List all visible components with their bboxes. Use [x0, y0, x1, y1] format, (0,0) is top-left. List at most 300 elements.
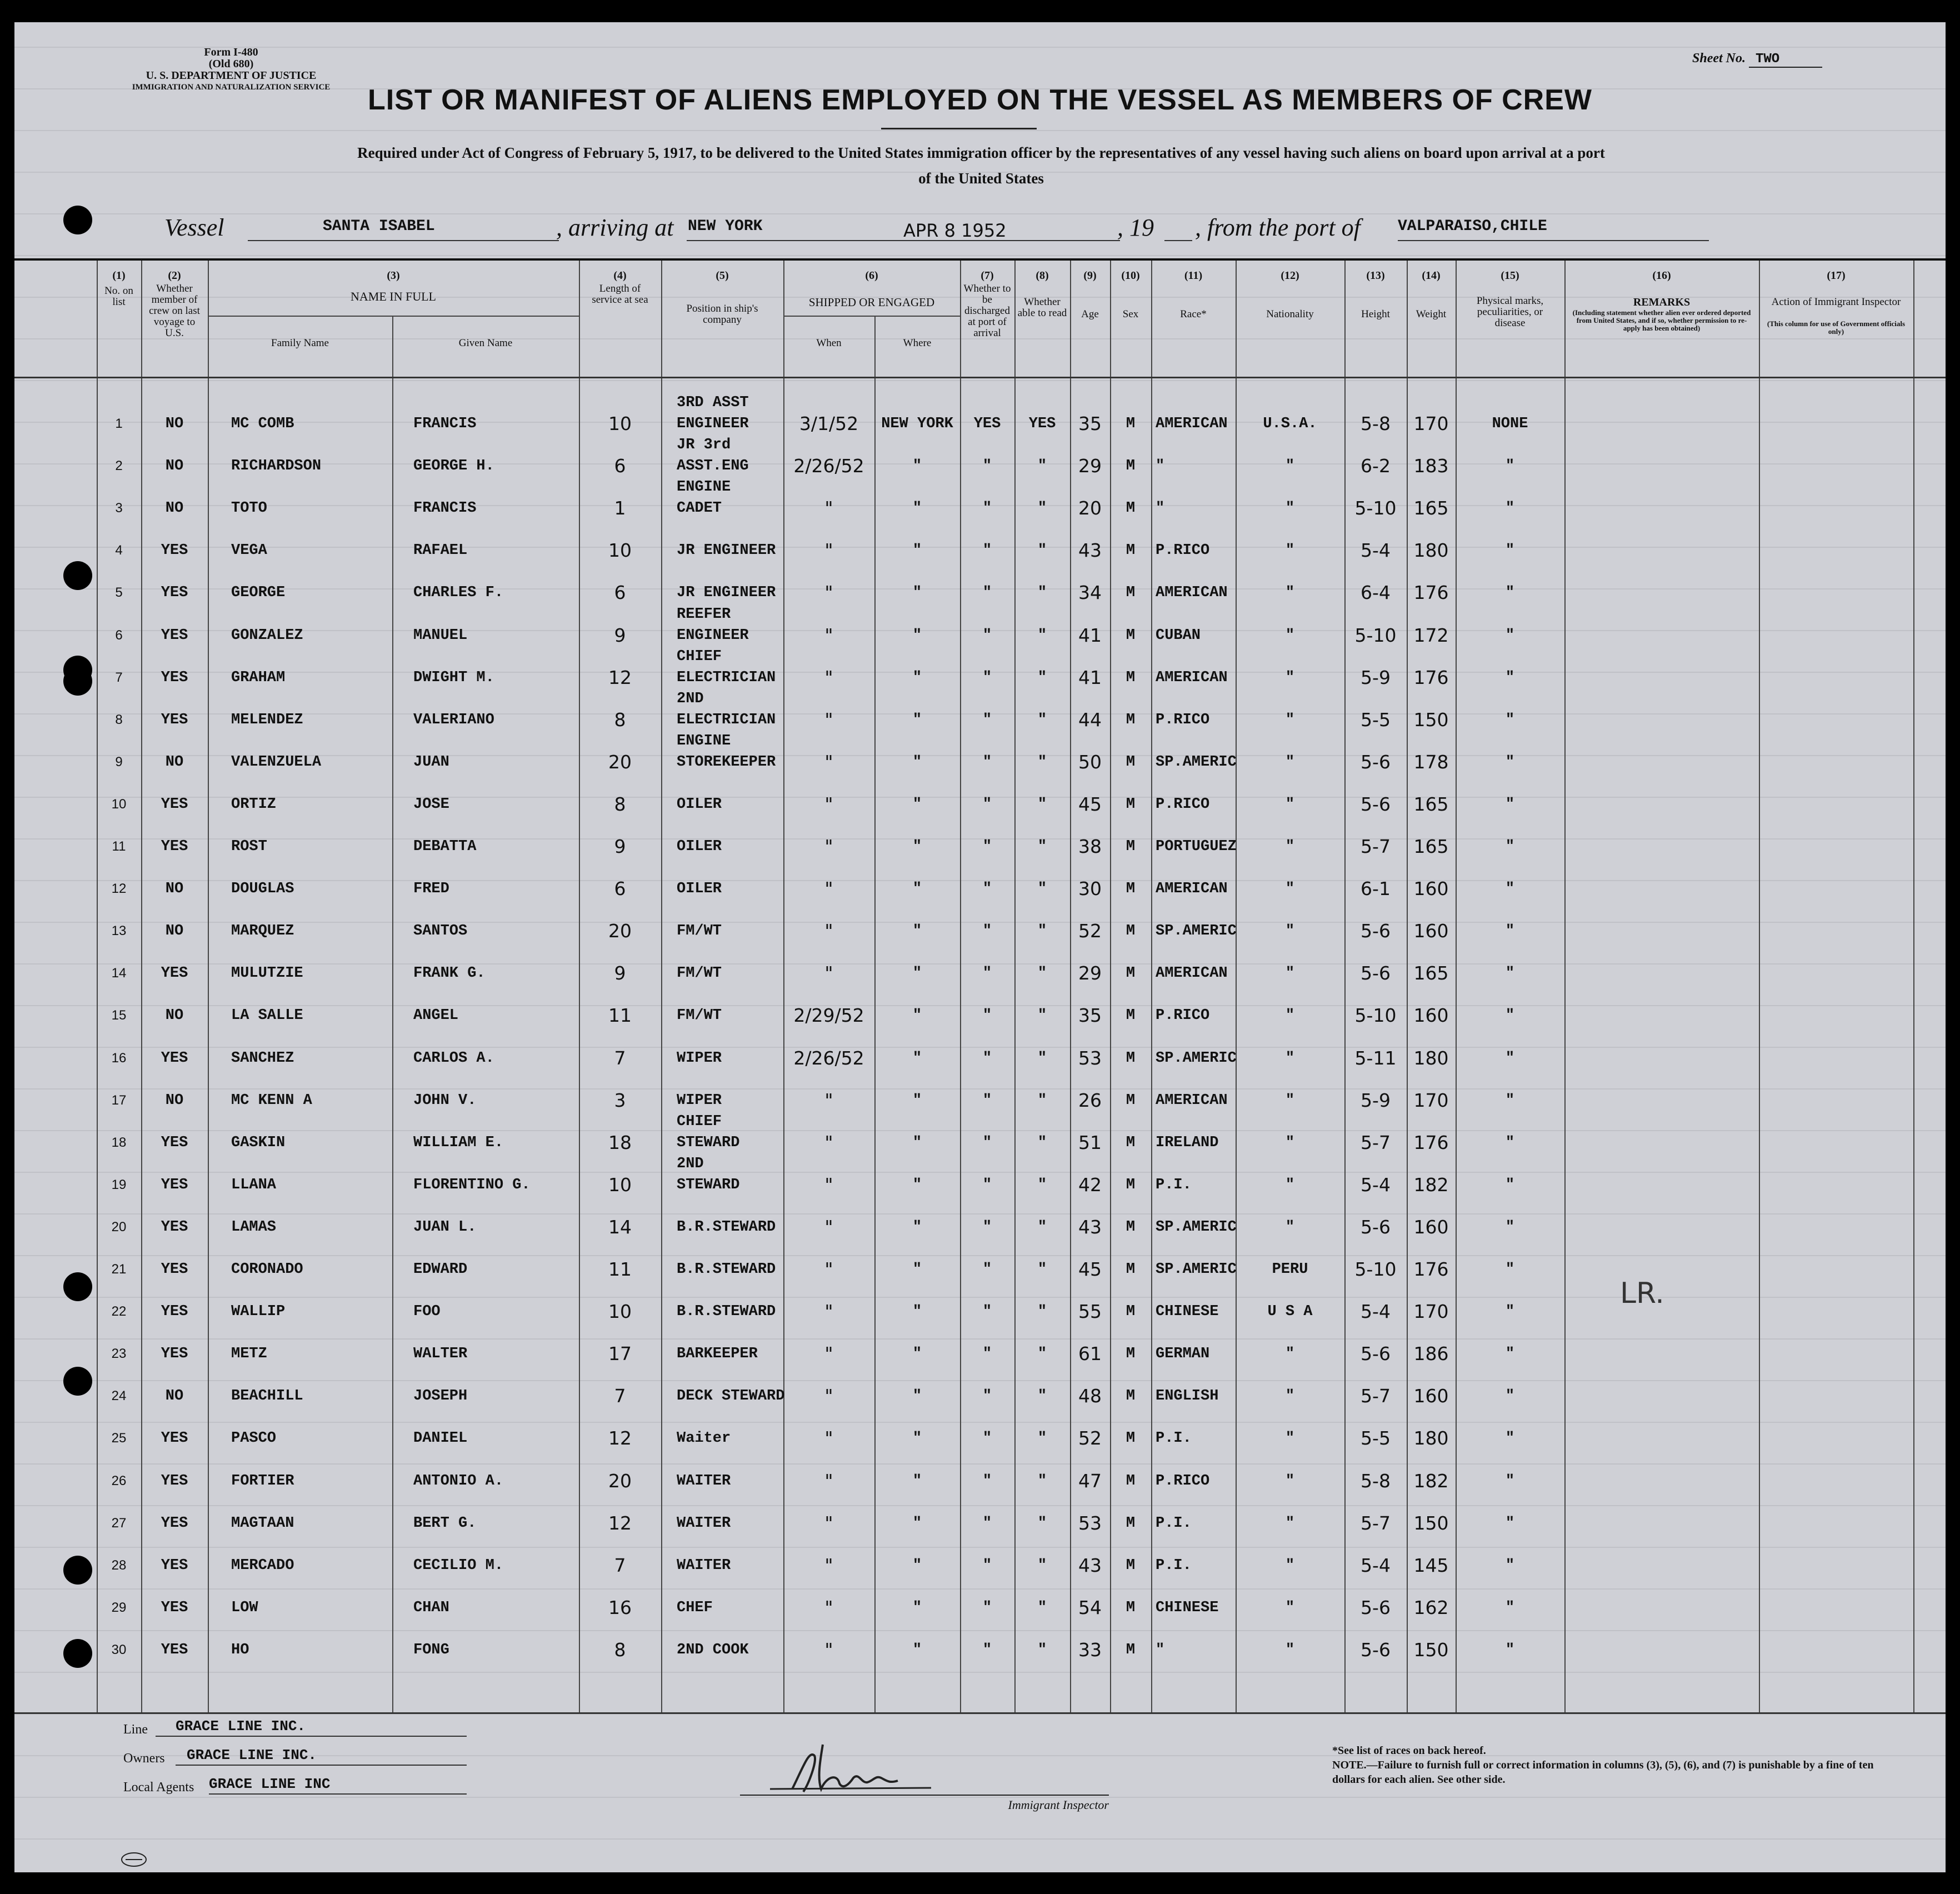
- position-line1: ENGINE: [677, 479, 731, 496]
- able-to-read: ": [1037, 965, 1047, 982]
- shipped-where: ": [912, 458, 922, 475]
- sex: M: [1126, 416, 1136, 432]
- sex: M: [1126, 753, 1136, 771]
- nationality: ": [1285, 1641, 1295, 1658]
- shipped-where: ": [912, 1599, 922, 1616]
- shipped-when: ": [824, 1343, 833, 1365]
- nationality: ": [1285, 1599, 1295, 1616]
- shipped-when: ": [824, 920, 833, 942]
- physical-marks: ": [1505, 1346, 1515, 1363]
- discharged: ": [982, 584, 992, 602]
- year-label: , 19: [1117, 214, 1154, 241]
- family-name: TOTO: [231, 500, 267, 517]
- shipped-when: ": [824, 962, 833, 985]
- physical-marks: ": [1505, 753, 1515, 771]
- position: JR ENGINEER: [677, 584, 776, 602]
- age: 41: [1078, 666, 1102, 688]
- race: ": [1156, 458, 1165, 475]
- binder-hole: [63, 1272, 92, 1301]
- shipped-when: ": [824, 1089, 833, 1111]
- printer-mark: [120, 1851, 148, 1870]
- race: CHINESE: [1156, 1599, 1219, 1616]
- race: AMERICAN: [1156, 584, 1228, 602]
- weight: 182: [1413, 1470, 1449, 1492]
- given-name: WILLIAM E.: [413, 1134, 504, 1151]
- family-name: LA SALLE: [231, 1007, 303, 1025]
- last-voyage: NO: [165, 1007, 184, 1025]
- position: OILER: [677, 881, 722, 898]
- shipped-where: ": [912, 838, 922, 855]
- shipped-when: ": [824, 666, 833, 688]
- vessel-name: SANTA ISABEL: [323, 218, 435, 235]
- nationality: ": [1285, 1050, 1295, 1067]
- weight: 160: [1413, 920, 1449, 942]
- family-name: SANCHEZ: [231, 1050, 294, 1067]
- sex: M: [1126, 1346, 1136, 1363]
- weight: 165: [1413, 836, 1449, 857]
- last-voyage: YES: [161, 1515, 188, 1532]
- family-name: METZ: [231, 1346, 267, 1363]
- col-header-remarks: REMARKS: [1633, 296, 1691, 308]
- sex: M: [1126, 1050, 1136, 1067]
- shipped-where: ": [912, 711, 922, 728]
- race: IRELAND: [1156, 1134, 1219, 1151]
- race: CUBAN: [1156, 627, 1201, 644]
- last-voyage: NO: [165, 923, 184, 940]
- given-name: FRANCIS: [413, 500, 477, 517]
- family-name: MARQUEZ: [231, 923, 294, 940]
- physical-marks: ": [1505, 838, 1515, 855]
- binder-hole: [63, 561, 92, 590]
- sex: M: [1126, 1134, 1136, 1151]
- row-number: 25: [111, 1431, 127, 1446]
- able-to-read: ": [1037, 669, 1047, 686]
- binder-hole: [63, 667, 92, 696]
- row-number: 16: [111, 1050, 127, 1066]
- physical-marks: ": [1505, 1303, 1515, 1321]
- last-voyage: YES: [161, 1176, 188, 1193]
- height: 5-5: [1361, 1427, 1391, 1450]
- sex: M: [1126, 669, 1136, 686]
- row-number: 30: [111, 1642, 127, 1657]
- age: 45: [1078, 1258, 1102, 1280]
- col-header-last-voyage: Whether member of crew on last voyage to U.S.: [149, 283, 200, 339]
- age: 20: [1078, 497, 1102, 519]
- nationality: ": [1285, 1472, 1295, 1490]
- weight: 180: [1413, 539, 1449, 562]
- weight: 180: [1413, 1047, 1449, 1069]
- shipped-where: ": [912, 1430, 922, 1447]
- physical-marks: NONE: [1492, 416, 1528, 432]
- shipped-when: ": [824, 1216, 833, 1238]
- age: 42: [1078, 1173, 1102, 1196]
- sex: M: [1126, 1303, 1136, 1321]
- shipped-where: ": [912, 1557, 922, 1574]
- nationality: PERU: [1272, 1261, 1308, 1278]
- col-header-height: Height: [1361, 308, 1390, 320]
- weight: 162: [1413, 1596, 1449, 1618]
- shipped-when: ": [824, 1173, 833, 1196]
- age: 53: [1078, 1512, 1102, 1534]
- shipped-when: ": [824, 1427, 833, 1450]
- given-name: WALTER: [413, 1346, 468, 1363]
- row-number: 9: [115, 754, 123, 769]
- discharged: ": [982, 1515, 992, 1532]
- family-name: DOUGLAS: [231, 881, 294, 898]
- discharged: ": [982, 500, 992, 517]
- physical-marks: ": [1505, 1050, 1515, 1067]
- sex: M: [1126, 1007, 1136, 1025]
- form-identifier: Form I-480 (Old 680) U. S. DEPARTMENT OF JUSTICE IMMIGRATION AND NATURALIZATION SERVICE: [132, 46, 331, 92]
- discharged: ": [982, 1599, 992, 1616]
- position: 2ND COOK: [677, 1641, 749, 1658]
- age: 51: [1078, 1131, 1102, 1153]
- last-voyage: YES: [161, 1641, 188, 1658]
- row-number: 17: [111, 1092, 127, 1108]
- able-to-read: ": [1037, 838, 1047, 855]
- shipped-where: ": [912, 1472, 922, 1490]
- nationality: ": [1285, 1007, 1295, 1025]
- race: P.RICO: [1156, 796, 1210, 813]
- height: 5-6: [1361, 1343, 1391, 1365]
- row-number: 19: [111, 1177, 127, 1192]
- given-name: CHARLES F.: [413, 584, 504, 602]
- sex: M: [1126, 1599, 1136, 1616]
- able-to-read: ": [1037, 1050, 1047, 1067]
- race: P.RICO: [1156, 711, 1210, 728]
- row-number: 3: [115, 501, 123, 516]
- given-name: GEORGE H.: [413, 458, 494, 475]
- discharged: ": [982, 1050, 992, 1067]
- position: DECK STEWARD: [677, 1388, 785, 1405]
- weight: 165: [1413, 962, 1449, 985]
- weight: 150: [1413, 1638, 1449, 1661]
- weight: 178: [1413, 751, 1449, 773]
- able-to-read: ": [1037, 1641, 1047, 1658]
- family-name: VALENZUELA: [231, 753, 322, 771]
- position: ELECTRICIAN: [677, 669, 776, 686]
- row-number: 18: [111, 1135, 127, 1150]
- service-length: 7: [614, 1385, 626, 1407]
- age: 43: [1078, 539, 1102, 562]
- age: 43: [1078, 1216, 1102, 1238]
- race: ": [1156, 500, 1165, 517]
- weight: 170: [1413, 1301, 1449, 1323]
- sex: M: [1126, 923, 1136, 940]
- discharged: ": [982, 1388, 992, 1405]
- position: B.R.STEWARD: [677, 1303, 776, 1321]
- shipped-where: ": [912, 1261, 922, 1278]
- last-voyage: YES: [161, 584, 188, 602]
- race: SP.AMERIC: [1156, 753, 1237, 771]
- position: JR ENGINEER: [677, 542, 776, 559]
- service-length: 12: [608, 666, 632, 688]
- shipped-when: ": [824, 751, 833, 773]
- age: 48: [1078, 1385, 1102, 1407]
- race: GERMAN: [1156, 1346, 1210, 1363]
- family-name: GONZALEZ: [231, 627, 303, 644]
- col-header-sex: Sex: [1122, 308, 1139, 320]
- height: 5-10: [1354, 1258, 1397, 1280]
- given-name: JUAN L.: [413, 1218, 477, 1236]
- binder-hole: [63, 1556, 92, 1585]
- age: 47: [1078, 1470, 1102, 1492]
- service-length: 10: [608, 1173, 632, 1196]
- nationality: ": [1285, 500, 1295, 517]
- height: 6-2: [1361, 455, 1391, 477]
- family-name: CORONADO: [231, 1261, 303, 1278]
- col-header-position: Position in ship's company: [686, 303, 758, 326]
- nationality: ": [1285, 458, 1295, 475]
- row-number: 12: [111, 881, 127, 897]
- position: WAITER: [677, 1472, 731, 1490]
- position: CADET: [677, 500, 722, 517]
- weight: 186: [1413, 1343, 1449, 1365]
- height: 6-1: [1361, 878, 1391, 900]
- physical-marks: ": [1505, 1388, 1515, 1405]
- sex: M: [1126, 796, 1136, 813]
- agents-label: Local Agents: [123, 1780, 194, 1795]
- weight: 172: [1413, 624, 1449, 646]
- last-voyage: NO: [165, 753, 184, 771]
- sheet-number: Sheet No. TWO: [1692, 51, 1822, 68]
- discharged: ": [982, 1261, 992, 1278]
- sex: M: [1126, 711, 1136, 728]
- discharged: ": [982, 458, 992, 475]
- given-name: EDWARD: [413, 1261, 468, 1278]
- nationality: ": [1285, 753, 1295, 771]
- last-voyage: YES: [161, 1261, 188, 1278]
- service-length: 20: [608, 1470, 632, 1492]
- height: 5-6: [1361, 1216, 1391, 1238]
- discharged: YES: [973, 416, 1001, 432]
- given-name: MANUEL: [413, 627, 468, 644]
- height: 5-10: [1354, 497, 1397, 519]
- family-name: GRAHAM: [231, 669, 286, 686]
- service-length: 18: [608, 1131, 632, 1153]
- row-number: 2: [115, 458, 123, 474]
- nationality: U.S.A.: [1263, 416, 1317, 432]
- col-header-race: Race*: [1180, 308, 1207, 320]
- row-number: 14: [111, 966, 127, 981]
- given-name: FLORENTINO G.: [413, 1176, 531, 1193]
- position: B.R.STEWARD: [677, 1218, 776, 1236]
- height: 5-8: [1361, 1470, 1391, 1492]
- physical-marks: ": [1505, 965, 1515, 982]
- nationality: ": [1285, 1092, 1295, 1109]
- last-voyage: YES: [161, 796, 188, 813]
- nationality: ": [1285, 965, 1295, 982]
- position: STOREKEEPER: [677, 753, 776, 771]
- given-name: ANTONIO A.: [413, 1472, 504, 1490]
- weight: 176: [1413, 666, 1449, 688]
- last-voyage: YES: [161, 1218, 188, 1236]
- physical-marks: ": [1505, 1557, 1515, 1574]
- physical-marks: ": [1505, 1134, 1515, 1151]
- given-name: FOO: [413, 1303, 441, 1321]
- physical-marks: ": [1505, 711, 1515, 728]
- service-length: 6: [614, 455, 626, 477]
- vessel-info: [14, 213, 1946, 247]
- arriving-label: , arriving at: [556, 214, 674, 241]
- row-number: 26: [111, 1473, 127, 1488]
- sex: M: [1126, 1261, 1136, 1278]
- sex: M: [1126, 965, 1136, 982]
- given-name: SANTOS: [413, 923, 468, 940]
- age: 30: [1078, 878, 1102, 900]
- shipped-when: ": [824, 1131, 833, 1153]
- service-length: 20: [608, 920, 632, 942]
- last-voyage: YES: [161, 1303, 188, 1321]
- physical-marks: ": [1505, 500, 1515, 517]
- able-to-read: ": [1037, 1430, 1047, 1447]
- sex: M: [1126, 881, 1136, 898]
- row-number: 13: [111, 923, 127, 939]
- shipped-when: ": [824, 1596, 833, 1618]
- service-length: 11: [608, 1258, 632, 1280]
- given-name: CECILIO M.: [413, 1557, 504, 1574]
- nationality: ": [1285, 669, 1295, 686]
- discharged: ": [982, 1007, 992, 1025]
- able-to-read: ": [1037, 1346, 1047, 1363]
- row-number: 23: [111, 1346, 127, 1362]
- service-length: 11: [608, 1005, 632, 1027]
- given-name: JOSEPH: [413, 1388, 468, 1405]
- last-voyage: YES: [161, 669, 188, 686]
- service-length: 16: [608, 1596, 632, 1618]
- row-number: 10: [111, 796, 127, 812]
- col-header-where: Where: [903, 337, 932, 349]
- remarks-annotation: LR.: [1620, 1277, 1664, 1310]
- race: PORTUGUEZ: [1156, 838, 1237, 855]
- discharged: ": [982, 753, 992, 771]
- height: 5-7: [1361, 836, 1391, 857]
- printer-seal-icon: [120, 1851, 148, 1868]
- age: 26: [1078, 1089, 1102, 1111]
- shipped-where: ": [912, 584, 922, 602]
- shipped-when: 2/26/52: [793, 455, 864, 477]
- able-to-read: ": [1037, 1472, 1047, 1490]
- age: 52: [1078, 920, 1102, 942]
- able-to-read: ": [1037, 1092, 1047, 1109]
- race: SP.AMERIC: [1156, 1050, 1237, 1067]
- service-length: 12: [608, 1512, 632, 1534]
- from-port: VALPARAISO,CHILE: [1398, 218, 1547, 235]
- col-header-physical-marks: Physical marks, peculiarities, or disease: [1476, 295, 1544, 329]
- shipped-when: ": [824, 1512, 833, 1534]
- given-name: FRANCIS: [413, 416, 477, 432]
- position: FM/WT: [677, 923, 722, 940]
- position-line1: ENGINE: [677, 732, 731, 749]
- discharged: ": [982, 1303, 992, 1321]
- nationality: ": [1285, 542, 1295, 559]
- height: 5-10: [1354, 624, 1397, 646]
- height: 5-6: [1361, 1596, 1391, 1618]
- sex: M: [1126, 1515, 1136, 1532]
- shipped-when: ": [824, 878, 833, 900]
- position: WAITER: [677, 1515, 731, 1532]
- race: AMERICAN: [1156, 965, 1228, 982]
- shipped-where: ": [912, 1515, 922, 1532]
- service-length: 10: [608, 539, 632, 562]
- shipped-when: ": [824, 1554, 833, 1576]
- physical-marks: ": [1505, 1430, 1515, 1447]
- position: WAITER: [677, 1557, 731, 1574]
- page-title: LIST OR MANIFEST OF ALIENS EMPLOYED ON THE VESSEL AS MEMBERS OF CREW: [368, 84, 1592, 116]
- family-name: MC KENN A: [231, 1092, 312, 1109]
- shipped-where: ": [912, 1303, 922, 1321]
- physical-marks: ": [1505, 1007, 1515, 1025]
- able-to-read: ": [1037, 753, 1047, 771]
- able-to-read: ": [1037, 542, 1047, 559]
- row-number: 1: [115, 416, 123, 431]
- weight: 160: [1413, 1216, 1449, 1238]
- sex: M: [1126, 500, 1136, 517]
- family-name: RICHARDSON: [231, 458, 322, 475]
- height: 5-4: [1361, 539, 1391, 562]
- height: 5-4: [1361, 1173, 1391, 1196]
- arriving-port: NEW YORK: [688, 218, 763, 235]
- position-line1: 3RD ASST: [677, 394, 749, 411]
- able-to-read: ": [1037, 458, 1047, 475]
- col-header-nationality: Nationality: [1266, 308, 1314, 320]
- position: B.R.STEWARD: [677, 1261, 776, 1278]
- col-header-service: Length of service at sea: [592, 283, 648, 306]
- position: ELECTRICIAN: [677, 711, 776, 728]
- shipped-when: ": [824, 708, 833, 731]
- given-name: FRED: [413, 881, 449, 898]
- race: P.RICO: [1156, 1472, 1210, 1490]
- service-length: 12: [608, 1427, 632, 1450]
- last-voyage: YES: [161, 1599, 188, 1616]
- last-voyage: NO: [165, 1388, 184, 1405]
- sex: M: [1126, 1176, 1136, 1193]
- given-name: CARLOS A.: [413, 1050, 494, 1067]
- given-name: JOSE: [413, 796, 449, 813]
- able-to-read: ": [1037, 1515, 1047, 1532]
- race: AMERICAN: [1156, 416, 1228, 432]
- position-line1: JR 3rd: [677, 437, 731, 454]
- given-name: BERT G.: [413, 1515, 477, 1532]
- sex: M: [1126, 627, 1136, 644]
- physical-marks: ": [1505, 1176, 1515, 1193]
- shipped-where: ": [912, 542, 922, 559]
- shipped-where: NEW YORK: [881, 416, 953, 432]
- family-name: FORTIER: [231, 1472, 294, 1490]
- shipped-when: ": [824, 497, 833, 519]
- age: 38: [1078, 836, 1102, 857]
- col-header-no: No. on list: [104, 285, 133, 308]
- weight: 160: [1413, 1385, 1449, 1407]
- service-length: 8: [614, 708, 626, 731]
- service-length: 17: [608, 1343, 632, 1365]
- position: BARKEEPER: [677, 1346, 758, 1363]
- col-header-name: NAME IN FULL: [351, 289, 436, 303]
- discharged: ": [982, 1472, 992, 1490]
- col-header-shipped: SHIPPED OR ENGAGED: [808, 296, 935, 309]
- nationality: U S A: [1267, 1303, 1313, 1321]
- discharged: ": [982, 838, 992, 855]
- age: 29: [1078, 962, 1102, 985]
- able-to-read: ": [1037, 1134, 1047, 1151]
- height: 5-4: [1361, 1554, 1391, 1576]
- nationality: ": [1285, 923, 1295, 940]
- position: STEWARD: [677, 1134, 740, 1151]
- position: OILER: [677, 796, 722, 813]
- weight: 165: [1413, 497, 1449, 519]
- nationality: ": [1285, 1515, 1295, 1532]
- position: ASST.ENG: [677, 458, 749, 475]
